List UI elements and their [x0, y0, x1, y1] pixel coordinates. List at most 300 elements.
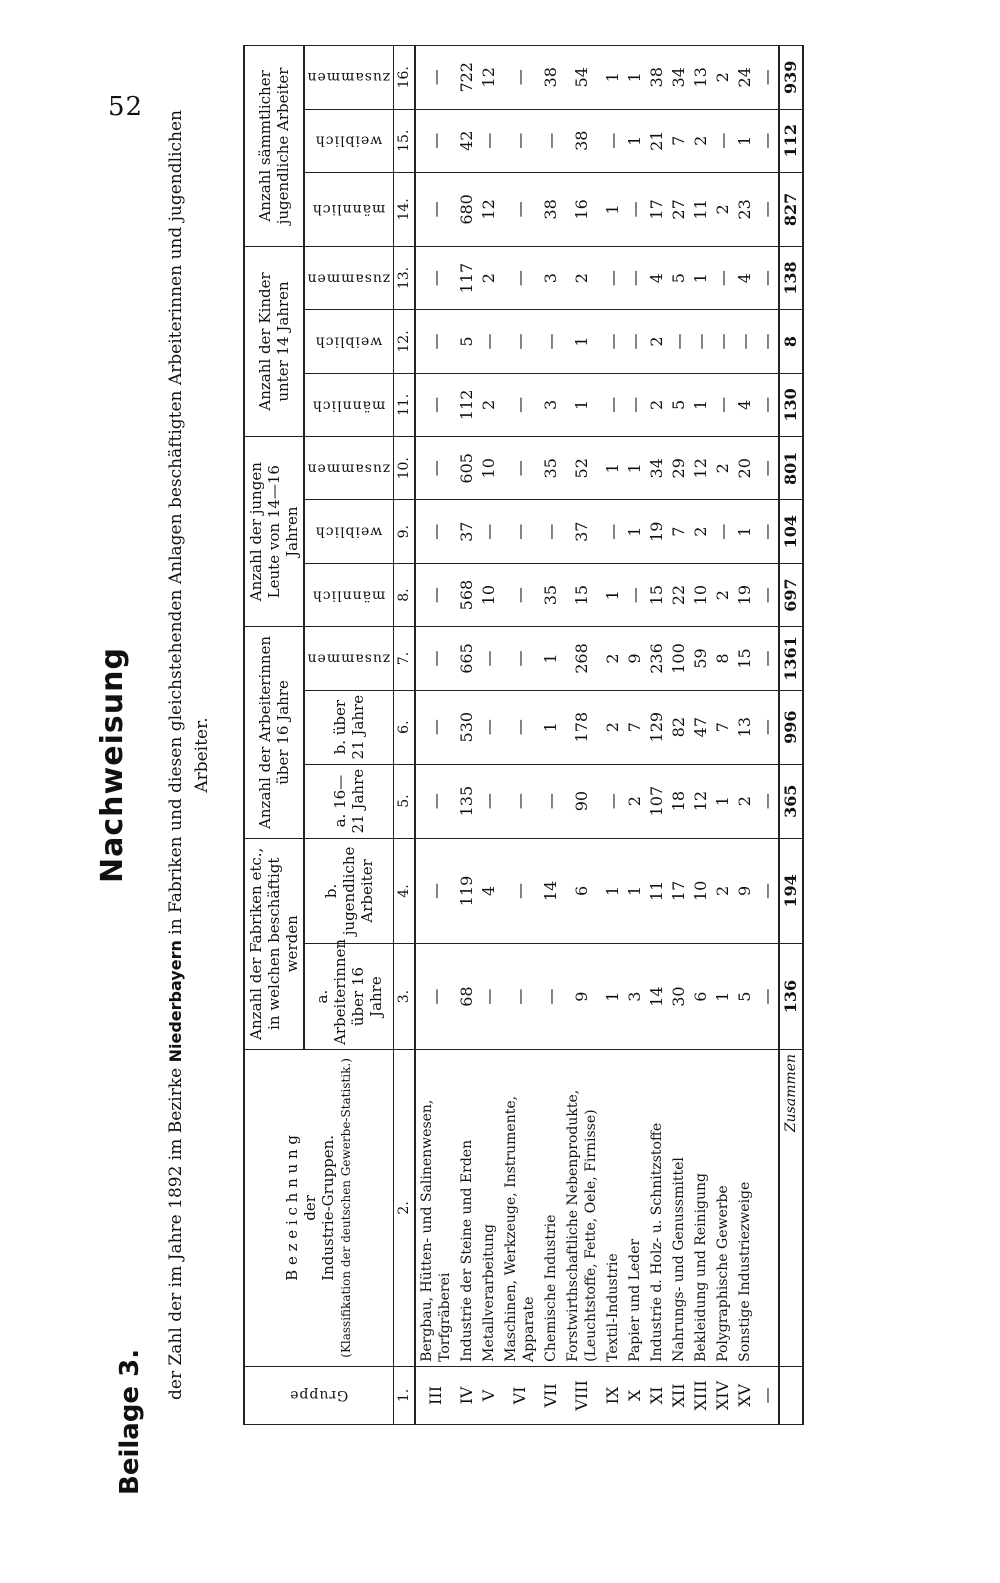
header-saem-maennlich: männlich	[304, 172, 393, 246]
value-cell: —	[415, 500, 456, 563]
value-cell: 6	[562, 838, 602, 944]
value-cell: —	[415, 46, 456, 110]
value-cell: 100	[668, 627, 690, 690]
value-cell: 135	[456, 764, 478, 838]
header-arb-a: a. 16—21 Jahre	[304, 764, 393, 838]
column-number: 7.	[393, 627, 415, 690]
value-cell: 10	[690, 563, 712, 626]
group-cell: VII	[540, 1366, 562, 1424]
value-cell: —	[540, 109, 562, 172]
group-cell: XIII	[690, 1366, 712, 1424]
value-cell: —	[478, 500, 500, 563]
value-cell: 129	[646, 690, 668, 764]
value-cell: —	[500, 838, 540, 944]
value-cell: —	[602, 500, 624, 563]
column-number: 3.	[393, 944, 415, 1050]
value-cell: 4	[646, 246, 668, 309]
value-cell: —	[602, 246, 624, 309]
industry-name-cell: Bergbau, Hütten- und Salinenwesen, Torfgräberei	[415, 1049, 456, 1366]
value-cell: 38	[540, 46, 562, 110]
value-cell: —	[602, 310, 624, 373]
industry-name-cell: Maschinen, Werkzeuge, Instrumente, Apparate	[500, 1049, 540, 1366]
value-cell: 23	[734, 172, 756, 246]
value-cell: 2	[712, 172, 734, 246]
industry-name-cell: Industrie d. Holz- u. Schnitzstoffe	[646, 1049, 668, 1366]
value-cell: 1	[602, 838, 624, 944]
value-cell: —	[624, 563, 646, 626]
value-cell: —	[415, 838, 456, 944]
value-cell: 2	[690, 109, 712, 172]
value-cell: —	[756, 764, 779, 838]
value-cell: 8	[712, 627, 734, 690]
value-cell: —	[415, 764, 456, 838]
industry-name-cell: Bekleidung und Reinigung	[690, 1049, 712, 1366]
value-cell: —	[756, 172, 779, 246]
group-cell: X	[624, 1366, 646, 1424]
value-cell: 2	[712, 563, 734, 626]
value-cell: 1	[712, 764, 734, 838]
column-number: 4.	[393, 838, 415, 944]
table-row	[562, 46, 602, 1425]
value-cell: 680	[456, 172, 478, 246]
value-cell: 12	[478, 172, 500, 246]
column-number: 1.	[393, 1366, 415, 1424]
table-row	[756, 46, 779, 1425]
industry-name-cell	[756, 1049, 779, 1366]
value-cell: 10	[478, 437, 500, 500]
value-cell: 3	[540, 373, 562, 436]
appendix-label: Beilage 3.	[115, 1348, 145, 1495]
value-cell: —	[500, 46, 540, 110]
value-cell: 107	[646, 764, 668, 838]
value-cell: 34	[668, 46, 690, 110]
value-cell: 17	[646, 172, 668, 246]
value-cell: —	[624, 246, 646, 309]
value-cell: 12	[690, 764, 712, 838]
value-cell: —	[500, 109, 540, 172]
header-saemtliche: Anzahl sämmtlicher jugendliche Arbeiter	[244, 46, 304, 247]
group-cell: IX	[602, 1366, 624, 1424]
table-row	[668, 46, 690, 1425]
value-cell: 17	[668, 838, 690, 944]
value-cell: 2	[602, 690, 624, 764]
column-number: 13.	[393, 246, 415, 309]
value-cell: 1	[734, 500, 756, 563]
value-cell: 8	[779, 310, 803, 373]
header-bezeichnung-2: der	[300, 1195, 319, 1221]
table-row	[415, 46, 456, 1425]
value-cell: 2	[712, 437, 734, 500]
value-cell: 2	[712, 46, 734, 110]
table-row	[712, 46, 734, 1425]
value-cell: 15	[646, 563, 668, 626]
value-cell: 697	[779, 563, 803, 626]
value-cell: —	[500, 373, 540, 436]
value-cell: 236	[646, 627, 668, 690]
industry-name-cell: Forstwirthschaftliche Nebenprodukte, (Leuchtstoffe, Fette, Oele, Firnisse)	[562, 1049, 602, 1366]
value-cell: 9	[624, 627, 646, 690]
value-cell: —	[478, 764, 500, 838]
value-cell: —	[756, 690, 779, 764]
subtitle-after: in Fabriken und diesen gleichstehenden Anlagen beschäftigten Arbeiterinnen und jugendlichen Arbeiter.	[166, 110, 212, 935]
value-cell: 35	[540, 437, 562, 500]
header-fabriken: Anzahl der Fabriken etc., in welchen beschäftigt werden	[244, 838, 304, 1049]
value-cell: 1	[602, 46, 624, 110]
value-cell: 52	[562, 437, 602, 500]
value-cell: 3	[624, 944, 646, 1050]
value-cell: —	[415, 109, 456, 172]
value-cell: 1	[602, 172, 624, 246]
industry-name-cell: Metallverarbeitung	[478, 1049, 500, 1366]
header-fab-b: b. jugendliche Arbeiter	[304, 838, 393, 944]
value-cell: 2	[562, 246, 602, 309]
value-cell: 1	[602, 437, 624, 500]
table-row	[540, 46, 562, 1425]
table-row	[734, 46, 756, 1425]
table-row	[500, 46, 540, 1425]
value-cell: 178	[562, 690, 602, 764]
value-cell: 21	[646, 109, 668, 172]
value-cell: —	[500, 172, 540, 246]
total-row	[779, 46, 803, 1425]
group-cell: VIII	[562, 1366, 602, 1424]
group-cell: III	[415, 1366, 456, 1424]
subtitle	[163, 85, 215, 1425]
value-cell: 2	[478, 246, 500, 309]
statistics-table	[243, 45, 804, 1425]
value-cell: 90	[562, 764, 602, 838]
value-cell: 4	[734, 246, 756, 309]
value-cell: 1	[624, 46, 646, 110]
value-cell: —	[500, 500, 540, 563]
header-jung-zusammen: zusammen	[304, 437, 393, 500]
value-cell: 15	[562, 563, 602, 626]
industry-name-cell: Papier und Leder	[624, 1049, 646, 1366]
value-cell: 112	[779, 109, 803, 172]
header-kind-maennlich: männlich	[304, 373, 393, 436]
value-cell: 130	[779, 373, 803, 436]
value-cell: 37	[456, 500, 478, 563]
value-cell: 19	[734, 563, 756, 626]
value-cell: 2	[712, 838, 734, 944]
subtitle-region: Niederbayern	[166, 940, 185, 1063]
value-cell: 1	[712, 944, 734, 1050]
value-cell: 365	[779, 764, 803, 838]
table-row	[624, 46, 646, 1425]
value-cell: 7	[712, 690, 734, 764]
value-cell: —	[712, 109, 734, 172]
industry-name-cell: Nahrungs- und Genussmittel	[668, 1049, 690, 1366]
value-cell: —	[415, 690, 456, 764]
value-cell: 37	[562, 500, 602, 563]
header-bezeichnung	[244, 1049, 393, 1366]
value-cell: 136	[779, 944, 803, 1050]
value-cell: 11	[690, 172, 712, 246]
column-number: 10.	[393, 437, 415, 500]
column-number: 2.	[393, 1049, 415, 1366]
header-arb-zusammen: zusammen	[304, 627, 393, 690]
value-cell: 82	[668, 690, 690, 764]
value-cell: 6	[690, 944, 712, 1050]
table-row	[478, 46, 500, 1425]
value-cell: 20	[734, 437, 756, 500]
value-cell: 35	[540, 563, 562, 626]
header-bezeichnung-3: Industrie-Gruppen.	[318, 1135, 337, 1281]
value-cell: 11	[646, 838, 668, 944]
table-row	[602, 46, 624, 1425]
value-cell: 119	[456, 838, 478, 944]
header-saem-zusammen: zusammen	[304, 46, 393, 110]
value-cell: 1	[624, 500, 646, 563]
value-cell: 59	[690, 627, 712, 690]
value-cell: —	[500, 246, 540, 309]
value-cell: 9	[734, 838, 756, 944]
value-cell: 1	[690, 246, 712, 309]
value-cell: 24	[734, 46, 756, 110]
value-cell: 5	[668, 246, 690, 309]
table-row	[690, 46, 712, 1425]
value-cell: —	[624, 373, 646, 436]
value-cell: 10	[690, 838, 712, 944]
industry-name-cell: Industrie der Steine und Erden	[456, 1049, 478, 1366]
value-cell: 2	[478, 373, 500, 436]
value-cell: —	[602, 109, 624, 172]
value-cell: 38	[646, 46, 668, 110]
value-cell: 27	[668, 172, 690, 246]
value-cell: 1	[602, 944, 624, 1050]
header-kind-weiblich: weiblich	[304, 310, 393, 373]
value-cell: 30	[668, 944, 690, 1050]
value-cell: 14	[540, 838, 562, 944]
value-cell: —	[500, 563, 540, 626]
value-cell: —	[415, 627, 456, 690]
header-junge-leute: Anzahl der jungen Leute von 14—16 Jahren	[244, 437, 304, 627]
header-bezeichnung-1: B e z e i c h n u n g	[282, 1135, 301, 1281]
value-cell: 7	[668, 500, 690, 563]
group-cell: XIV	[712, 1366, 734, 1424]
column-number: 16.	[393, 46, 415, 110]
value-cell: —	[540, 944, 562, 1050]
value-cell: —	[756, 373, 779, 436]
value-cell: 104	[779, 500, 803, 563]
value-cell: 1	[624, 109, 646, 172]
header-arbeiterinnen: Anzahl der Arbeiterinnen über 16 Jahre	[244, 627, 304, 838]
value-cell: —	[712, 310, 734, 373]
value-cell: 3	[540, 246, 562, 309]
header-kinder: Anzahl der Kinder unter 14 Jahren	[244, 246, 304, 436]
header-saem-weiblich: weiblich	[304, 109, 393, 172]
value-cell: —	[500, 310, 540, 373]
value-cell: 4	[734, 373, 756, 436]
value-cell: —	[734, 310, 756, 373]
value-cell: —	[712, 373, 734, 436]
value-cell: 1	[690, 373, 712, 436]
column-number: 9.	[393, 500, 415, 563]
value-cell: 10	[478, 563, 500, 626]
value-cell: —	[756, 46, 779, 110]
header-arb-b: b. über 21 Jahre	[304, 690, 393, 764]
value-cell: 530	[456, 690, 478, 764]
value-cell: 605	[456, 437, 478, 500]
value-cell: 5	[734, 944, 756, 1050]
industry-name-cell: Zusammen	[779, 1049, 803, 1366]
value-cell: 4	[478, 838, 500, 944]
value-cell: —	[540, 500, 562, 563]
value-cell: 9	[562, 944, 602, 1050]
subtitle-before: der Zahl der im Jahre 1892 im Bezirke	[166, 1067, 186, 1400]
value-cell: 2	[690, 500, 712, 563]
value-cell: 42	[456, 109, 478, 172]
group-cell: XV	[734, 1366, 756, 1424]
value-cell: —	[500, 764, 540, 838]
value-cell: 2	[646, 373, 668, 436]
column-numbers-row	[393, 46, 415, 1425]
column-number: 14.	[393, 172, 415, 246]
value-cell: 18	[668, 764, 690, 838]
page-number: 52	[108, 92, 144, 122]
header-kind-zusammen: zusammen	[304, 246, 393, 309]
value-cell: 2	[734, 764, 756, 838]
group-cell: VI	[500, 1366, 540, 1424]
value-cell: 568	[456, 563, 478, 626]
value-cell: —	[712, 246, 734, 309]
value-cell: 7	[624, 690, 646, 764]
value-cell: —	[500, 437, 540, 500]
value-cell: —	[415, 563, 456, 626]
value-cell: 1	[562, 310, 602, 373]
group-cell: —	[756, 1366, 779, 1424]
value-cell: —	[756, 246, 779, 309]
value-cell: 194	[779, 838, 803, 944]
header-gruppe: Gruppe	[244, 1366, 393, 1424]
page-title: Nachweisung	[95, 647, 130, 883]
value-cell: 5	[456, 310, 478, 373]
value-cell: 138	[779, 246, 803, 309]
value-cell: 939	[779, 46, 803, 110]
table-row	[646, 46, 668, 1425]
value-cell: —	[668, 310, 690, 373]
value-cell: 996	[779, 690, 803, 764]
value-cell: —	[624, 310, 646, 373]
value-cell: —	[624, 172, 646, 246]
value-cell: 29	[668, 437, 690, 500]
value-cell: 1	[734, 109, 756, 172]
value-cell: —	[602, 373, 624, 436]
value-cell: 665	[456, 627, 478, 690]
value-cell: 19	[646, 500, 668, 563]
industry-name-cell: Sonstige Industriezweige	[734, 1049, 756, 1366]
value-cell: 1	[540, 690, 562, 764]
value-cell: —	[478, 690, 500, 764]
value-cell: —	[500, 690, 540, 764]
value-cell: 13	[734, 690, 756, 764]
value-cell: 722	[456, 46, 478, 110]
value-cell: 12	[478, 46, 500, 110]
value-cell: 117	[456, 246, 478, 309]
value-cell: —	[540, 764, 562, 838]
industry-name-cell: Polygraphische Gewerbe	[712, 1049, 734, 1366]
header-bezeichnung-4: (Klassifikation der deutschen Gewerbe-Statistik.)	[338, 1058, 353, 1358]
group-cell: XII	[668, 1366, 690, 1424]
industry-name-cell: Textil-Industrie	[602, 1049, 624, 1366]
value-cell: 22	[668, 563, 690, 626]
value-cell: 38	[540, 172, 562, 246]
value-cell: 15	[734, 627, 756, 690]
value-cell: —	[415, 437, 456, 500]
column-number: 5.	[393, 764, 415, 838]
value-cell: —	[478, 109, 500, 172]
value-cell: 2	[624, 764, 646, 838]
value-cell: —	[478, 310, 500, 373]
value-cell: —	[415, 944, 456, 1050]
value-cell: 2	[646, 310, 668, 373]
value-cell: —	[756, 437, 779, 500]
group-cell	[779, 1366, 803, 1424]
value-cell: 7	[668, 109, 690, 172]
column-number: 8.	[393, 563, 415, 626]
value-cell: 801	[779, 437, 803, 500]
value-cell: —	[500, 944, 540, 1050]
value-cell: 14	[646, 944, 668, 1050]
value-cell: —	[756, 563, 779, 626]
value-cell: —	[756, 944, 779, 1050]
value-cell: 5	[668, 373, 690, 436]
value-cell: 2	[602, 627, 624, 690]
value-cell: 1361	[779, 627, 803, 690]
group-cell: IV	[456, 1366, 478, 1424]
column-number: 6.	[393, 690, 415, 764]
value-cell: 12	[690, 437, 712, 500]
value-cell: —	[712, 500, 734, 563]
column-number: 15.	[393, 109, 415, 172]
value-cell: —	[602, 764, 624, 838]
value-cell: 47	[690, 690, 712, 764]
value-cell: 1	[602, 563, 624, 626]
value-cell: 38	[562, 109, 602, 172]
value-cell: 54	[562, 46, 602, 110]
table-body	[415, 46, 803, 1425]
value-cell: —	[756, 310, 779, 373]
value-cell: 16	[562, 172, 602, 246]
value-cell: 268	[562, 627, 602, 690]
value-cell: —	[500, 627, 540, 690]
value-cell: —	[540, 310, 562, 373]
value-cell: 827	[779, 172, 803, 246]
value-cell: —	[478, 627, 500, 690]
group-cell: XI	[646, 1366, 668, 1424]
value-cell: —	[756, 500, 779, 563]
value-cell: 1	[562, 373, 602, 436]
value-cell: —	[478, 944, 500, 1050]
rotated-page	[75, 15, 975, 1515]
value-cell: —	[415, 172, 456, 246]
header-fab-a: a. Arbeiterinnen über 16 Jahre	[304, 944, 393, 1050]
value-cell: 68	[456, 944, 478, 1050]
value-cell: 13	[690, 46, 712, 110]
industry-name-cell: Chemische Industrie	[540, 1049, 562, 1366]
value-cell: 112	[456, 373, 478, 436]
value-cell: —	[756, 109, 779, 172]
value-cell: —	[415, 373, 456, 436]
value-cell: —	[415, 310, 456, 373]
value-cell: 1	[624, 437, 646, 500]
column-number: 12.	[393, 310, 415, 373]
value-cell: —	[756, 838, 779, 944]
header-jung-maennlich: männlich	[304, 563, 393, 626]
table-row	[456, 46, 478, 1425]
header-jung-weiblich: weiblich	[304, 500, 393, 563]
value-cell: 1	[540, 627, 562, 690]
